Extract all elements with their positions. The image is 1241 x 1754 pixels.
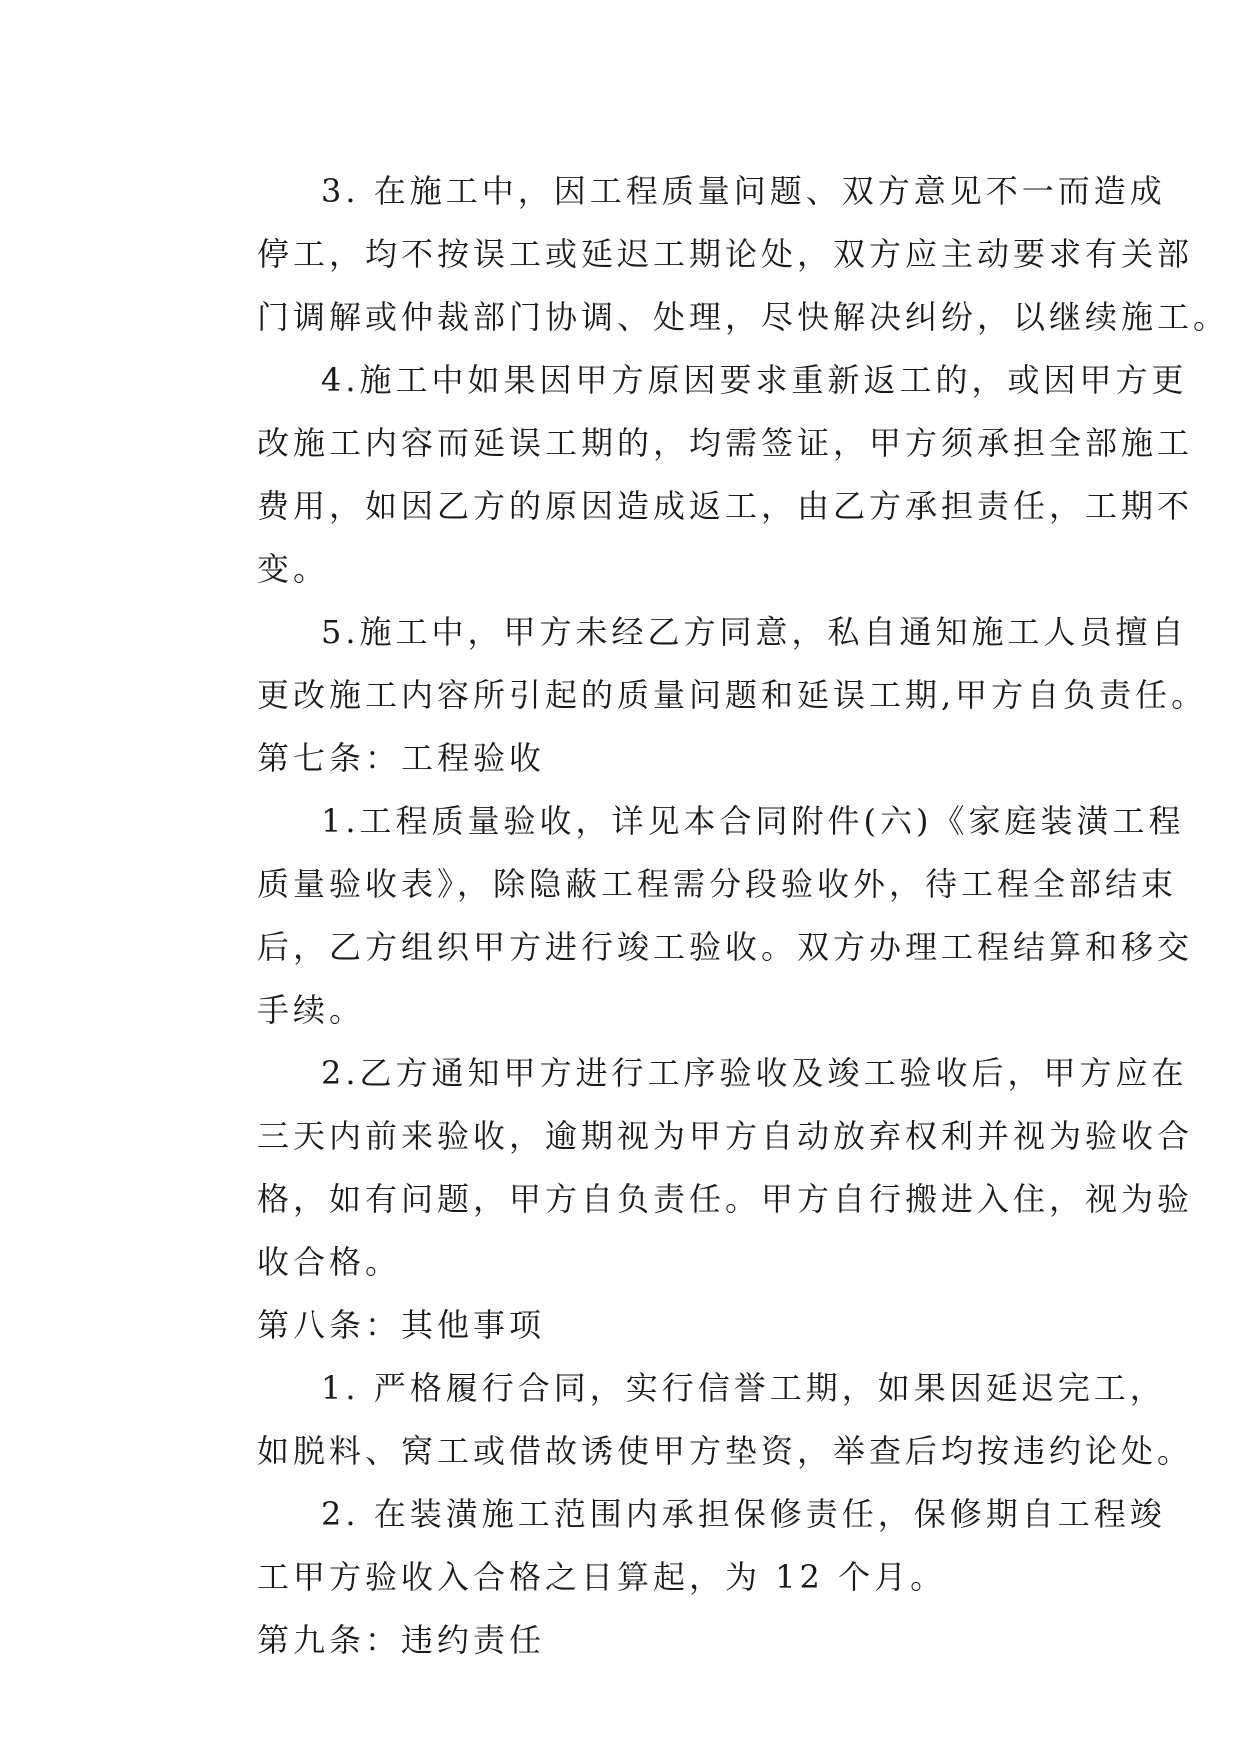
text-line: 三天内前来验收，逾期视为甲方自动放弃权利并视为验收合 bbox=[257, 1117, 1194, 1155]
text-line: 停工，均不按误工或延迟工期论处，双方应主动要求有关部 bbox=[257, 235, 1194, 273]
text-line: 1.工程质量验收，详见本合同附件(六)《家庭装潢工程 bbox=[321, 802, 1185, 840]
text-line: 手续。 bbox=[257, 991, 366, 1029]
text-line: 4.施工中如果因甲方原因要求重新返工的，或因甲方更 bbox=[321, 361, 1188, 399]
other-clause-2-paragraph bbox=[193, 1483, 1166, 1609]
text-line: 改施工内容而延误工期的，均需签证，甲方须承担全部施工 bbox=[257, 424, 1194, 462]
text-line: 如脱料、窝工或借故诱使甲方垫资，举查后均按违约论处。 bbox=[257, 1432, 1194, 1470]
text-line: 变。 bbox=[257, 550, 330, 588]
text-line: 格，如有问题，甲方自负责任。甲方自行搬进入住，视为验 bbox=[257, 1180, 1194, 1218]
text-line: 后，乙方组织甲方进行竣工验收。双方办理工程结算和移交 bbox=[257, 928, 1194, 966]
text-line: 工甲方验收入合格之日算起，为 12 个月。 bbox=[257, 1558, 947, 1596]
contract-text bbox=[193, 160, 1230, 1672]
text-line: 3. 在施工中，因工程质量问题、双方意见不一而造成 bbox=[321, 172, 1166, 210]
acceptance-clause-1-paragraph bbox=[193, 790, 1194, 1042]
text-line: 门调解或仲裁部门协调、处理，尽快解决纠纷，以继续施工。 bbox=[257, 298, 1230, 336]
text-line: 2.乙方通知甲方进行工序验收及竣工验收后，甲方应在 bbox=[321, 1054, 1188, 1092]
acceptance-clause-2-paragraph bbox=[193, 1042, 1194, 1294]
text-line: 费用，如因乙方的原因造成返工，由乙方承担责任，工期不 bbox=[257, 487, 1194, 525]
clause-4-paragraph bbox=[193, 349, 1194, 601]
text-line: 2. 在装潢施工范围内承担保修责任，保修期自工程竣 bbox=[321, 1495, 1166, 1533]
clause-3-paragraph bbox=[193, 160, 1230, 349]
article-8-heading: 第八条：其他事项 bbox=[257, 1306, 546, 1344]
text-line: 5.施工中，甲方未经乙方同意，私自通知施工人员擅自 bbox=[321, 613, 1188, 651]
text-line: 1. 严格履行合同，实行信誉工期，如果因延迟完工， bbox=[321, 1369, 1166, 1407]
article-7-heading: 第七条：工程验收 bbox=[257, 739, 546, 777]
clause-5-paragraph bbox=[193, 601, 1208, 727]
text-line: 更改施工内容所引起的质量问题和延误工期,甲方自负责任。 bbox=[257, 676, 1208, 714]
text-line: 质量验收表》，除隐蔽工程需分段验收外，待工程全部结束 bbox=[257, 865, 1178, 903]
article-9-heading: 第九条：违约责任 bbox=[257, 1621, 546, 1659]
text-line: 收合格。 bbox=[257, 1243, 402, 1281]
other-clause-1-paragraph bbox=[193, 1357, 1194, 1483]
